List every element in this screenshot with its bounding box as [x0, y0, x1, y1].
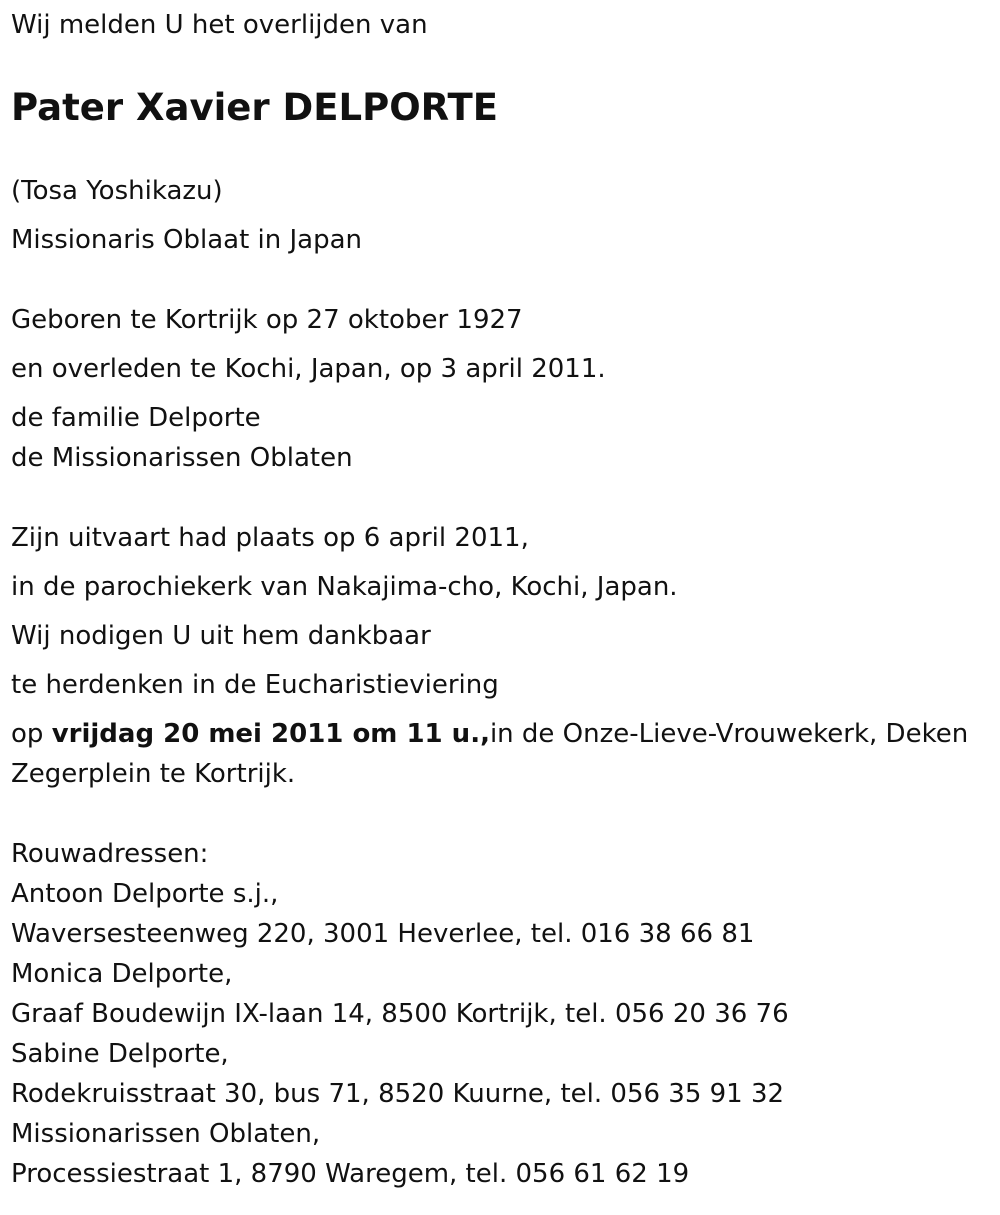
- address-line: Waversesteenweg 220, 3001 Heverlee, tel. 016 38 66 81: [11, 919, 755, 949]
- family-line: de familie Delporte: [11, 403, 261, 433]
- deceased-name: Pater Xavier DELPORTE: [11, 86, 498, 129]
- birth-text: Geboren te Kortrijk op 27 oktober 1927: [11, 305, 523, 335]
- memorial-mass-text: [11, 714, 991, 794]
- address-name: Missionarissen Oblaten,: [11, 1119, 321, 1149]
- address-name: Antoon Delporte s.j.,: [11, 879, 279, 909]
- invitation-line: Wij nodigen U uit hem dankbaar: [11, 621, 431, 651]
- memorial-location: in de Onze-Lieve-Vrouwekerk, Deken Zegerplein te Kortrijk.: [11, 719, 969, 789]
- intro-text: Wij melden U het overlijden van: [11, 10, 428, 40]
- address-line: Graaf Boudewijn IX-laan 14, 8500 Kortrijk, tel. 056 20 36 76: [11, 999, 789, 1029]
- funeral-date-text: Zijn uitvaart had plaats op 6 april 2011,: [11, 523, 529, 553]
- family-line: de Missionarissen Oblaten: [11, 443, 353, 473]
- obituary-document: [11, 0, 991, 1194]
- funeral-place-text: in de parochiekerk van Nakajima-cho, Kochi, Japan.: [11, 572, 678, 602]
- address-line: Processiestraat 1, 8790 Waregem, tel. 056 61 62 19: [11, 1159, 690, 1189]
- memorial-prefix: op: [11, 719, 52, 749]
- addresses-heading: Rouwadressen:: [11, 839, 209, 869]
- address-name: Monica Delporte,: [11, 959, 233, 989]
- memorial-date: vrijdag 20 mei 2011 om 11 u.,: [51, 719, 490, 749]
- role-text: Missionaris Oblaat in Japan: [11, 225, 363, 255]
- address-name: Sabine Delporte,: [11, 1039, 229, 1069]
- death-text: en overleden te Kochi, Japan, op 3 april 2011.: [11, 354, 606, 384]
- invitation-line: te herdenken in de Eucharistieviering: [11, 670, 499, 700]
- address-line: Rodekruisstraat 30, bus 71, 8520 Kuurne, tel. 056 35 91 32: [11, 1079, 785, 1109]
- alias-text: (Tosa Yoshikazu): [11, 176, 223, 206]
